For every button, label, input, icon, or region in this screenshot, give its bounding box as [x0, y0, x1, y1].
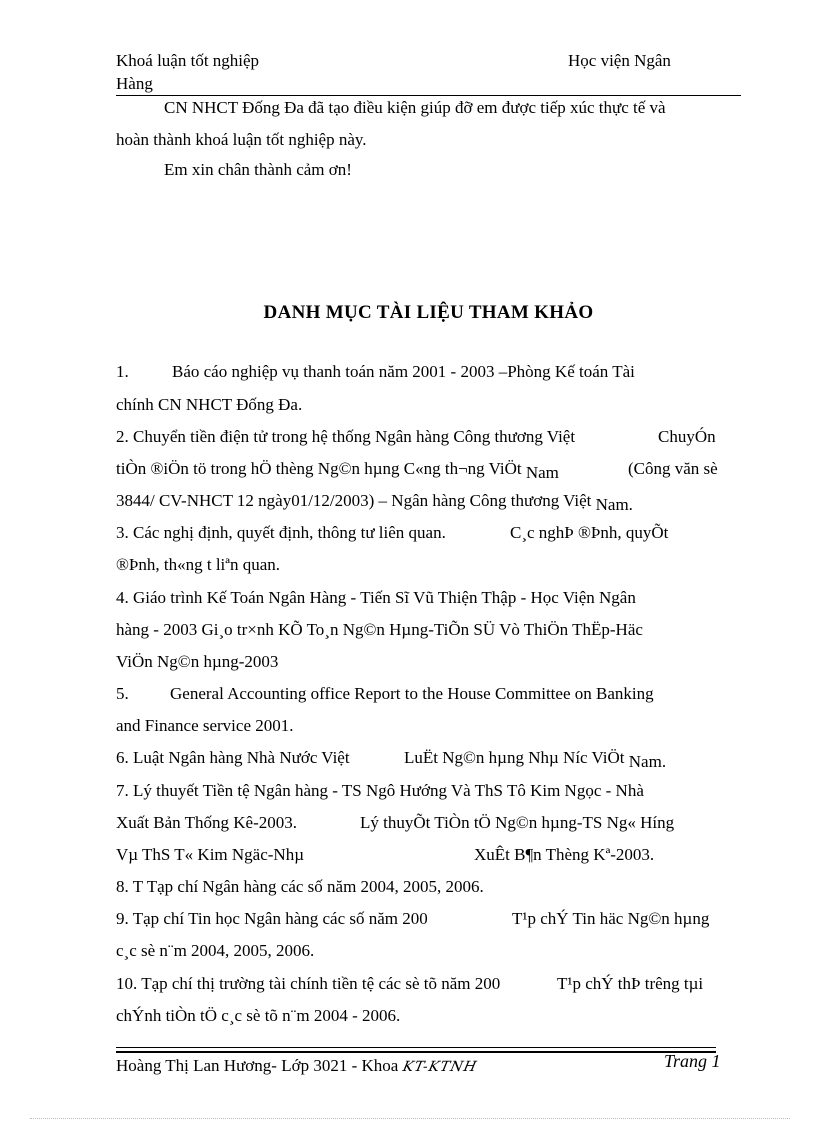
ref-2-line-b2: (Công văn sè	[628, 459, 718, 478]
header-left: Khoá luận tốt nghiệp	[116, 51, 260, 70]
ref-7-line-c: Vµ ThS T« Kim Ngäc-Nhµ	[116, 845, 305, 864]
ref-9-line-b: c¸c sè n¨m 2004, 2005, 2006.	[116, 941, 315, 960]
ref-1-line-a: Báo cáo nghiệp vụ thanh toán năm 2001 - 2003 –Phòng Kế toán Tài	[172, 362, 635, 381]
ref-2-line-a: 2. Chuyển tiền điện tử trong hệ thống Ngân hàng Công thương Việt	[116, 427, 576, 446]
ref-2-line-b-sub: Nam	[525, 463, 559, 482]
ref-7-line-b: Xuất Bản Thống Kê-2003.	[116, 813, 297, 832]
header-right: Học viện Ngân	[568, 51, 671, 70]
ref-3-line-b: ®Þnh, th«ng t liªn quan.	[116, 555, 280, 574]
ref-2-line-b-text: tiÒn ®iÖn tö trong hÖ thèng Ng©n hµng C«ng th¬ng ViÖt	[116, 459, 522, 478]
ref-6-line-a2-text: LuËt Ng©n hµng Nhµ Níc ViÖt	[404, 748, 625, 767]
footer-logo: KT-KTNH	[400, 1059, 479, 1075]
ref-5-line-a: General Accounting office Report to the House Committee on Banking	[170, 684, 654, 703]
ref-2-line-b	[116, 457, 559, 481]
page-title: DANH MỤC TÀI LIỆU THAM KHẢO	[263, 302, 594, 323]
ref-7-line-b2: Lý thuyÕt TiÒn tÖ Ng©n hµng-TS Ng« Híng	[360, 813, 675, 832]
page-number: Trang 1	[664, 1051, 721, 1071]
intro-line-3: Em xin chân thành cảm ơn!	[164, 160, 352, 179]
ref-2-line-c-sub: Nam.	[595, 495, 633, 514]
ref-4-line-b: hàng - 2003 Gi¸o tr×nh KÕ To¸n Ng©n Hµng-TiÕn SÜ Vò ThiÖn ThËp-Häc	[116, 620, 643, 639]
ref-2-line-c-text: 3844/ CV-NHCT 12 ngày01/12/2003) – Ngân hàng Công thương Việt	[116, 491, 592, 510]
ref-10-line-b: chÝnh tiÒn tÖ c¸c sè tõ n¨m 2004 - 2006.	[116, 1006, 401, 1025]
page-footer	[116, 1055, 477, 1078]
ref-10-line-a2: T¹p chÝ thÞ trêng tµi	[557, 974, 704, 993]
page-header	[116, 50, 741, 98]
ref-8-line-a: 8. T Tạp chí Ngân hàng các số năm 2004, 2005, 2006.	[116, 877, 484, 896]
ref-9-line-a2: T¹p chÝ Tin häc Ng©n hµng	[512, 909, 710, 928]
header-wrap: Hàng	[116, 74, 153, 93]
ref-3-line-a2: C¸c nghÞ ®Þnh, quyÕt	[510, 523, 669, 542]
ref-5-number: 5.	[116, 684, 129, 703]
ref-2-line-c	[116, 489, 633, 513]
ref-4-line-a: 4. Giáo trình Kế Toán Ngân Hàng - Tiến Sĩ Vũ Thiện Thập - Học Viện Ngân	[116, 588, 636, 607]
ref-1-line-b: chính CN NHCT Đống Đa.	[116, 395, 303, 414]
page-bottom-edge	[30, 1118, 790, 1119]
ref-6-line-a: 6. Luật Ngân hàng Nhà Nước Việt	[116, 748, 350, 767]
ref-6-line-a2	[404, 746, 666, 770]
ref-3-line-a: 3. Các nghị định, quyết định, thông tư liên quan.	[116, 523, 446, 542]
footer-rule-thin	[116, 1047, 716, 1048]
ref-2-line-a2: ChuyÓn	[658, 427, 716, 446]
ref-9-line-a: 9. Tạp chí Tin học Ngân hàng các số năm 200	[116, 909, 428, 928]
ref-7-line-a: 7. Lý thuyết Tiền tệ Ngân hàng - TS Ngô Hướng Và ThS Tô Kim Ngọc - Nhà	[116, 781, 644, 800]
ref-4-line-c: ViÖn Ng©n hµng-2003	[116, 652, 279, 671]
intro-line-2: hoàn thành khoá luận tốt nghiệp này.	[116, 130, 367, 149]
footer-rule-thick	[116, 1051, 716, 1053]
ref-10-line-a: 10. Tạp chí thị trường tài chính tiền tệ các sè tõ năm 200	[116, 974, 501, 993]
footer-author: Hoàng Thị Lan Hương- Lớp 3021 - Khoa	[116, 1056, 399, 1075]
intro-line-1: CN NHCT Đống Đa đã tạo điều kiện giúp đỡ em được tiếp xúc thực tế và	[164, 98, 666, 117]
ref-1-number: 1.	[116, 362, 129, 381]
ref-6-line-a2-sub: Nam.	[628, 752, 667, 771]
ref-5-line-b: and Finance service 2001.	[116, 716, 294, 735]
ref-7-line-c2: XuÊt B¶n Thèng Kª-2003.	[474, 845, 655, 864]
